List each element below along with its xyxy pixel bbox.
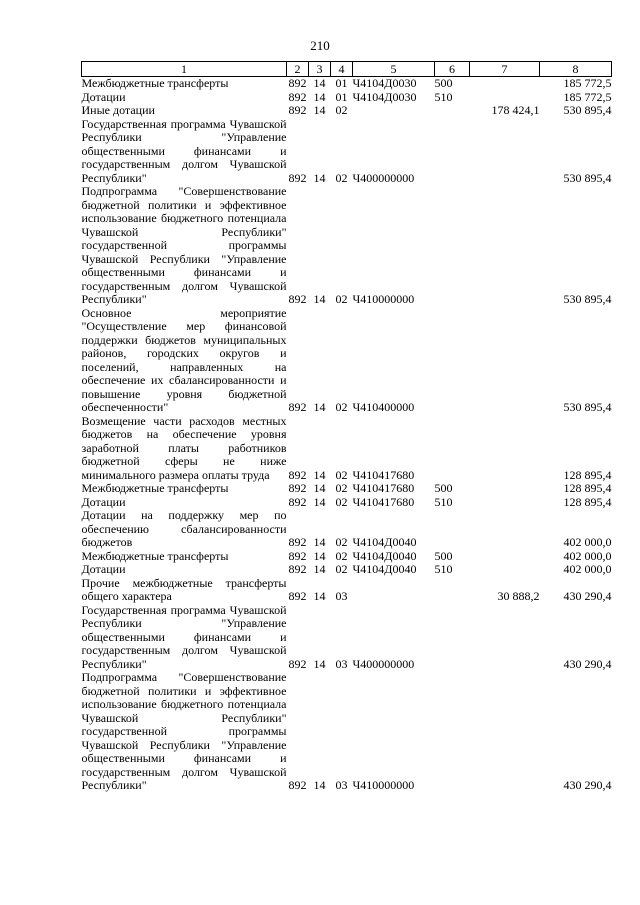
row-code: 892 [288,589,307,603]
header-row [82,62,612,77]
row-value-col7: 178 424,1 [491,103,540,117]
row-section: 14 [313,292,326,306]
row-expense-type [435,509,470,550]
row-value-col7 [470,91,540,105]
row-expense-type: 510 [434,89,453,104]
column-header: 1 [82,62,287,77]
row-value-col8: 530 895,4 [563,170,612,185]
row-subsection: 01 [335,76,348,90]
row-expense-type: 510 [434,494,453,509]
row-value-col7 [470,550,540,564]
row-value-col8: 402 000,0 [563,535,612,549]
row-section: 14 [313,467,326,482]
row-code: 892 [288,170,307,185]
row-value-col8: 430 290,4 [563,656,612,671]
row-code: 892 [288,535,307,549]
row-value-col7 [470,185,540,307]
row-target-article: Ч4104Д0030 [352,89,417,104]
column-header: 7 [470,62,540,77]
row-subsection: 02 [335,467,348,482]
row-section: 14 [313,494,326,509]
row-target-article: Ч410000000 [352,292,415,306]
row-subsection: 03 [335,656,348,671]
row-expense-type: 500 [434,548,453,563]
row-value-col8: 430 290,4 [563,778,612,792]
row-name: Межбюджетные трансферты [81,481,229,495]
row-expense-type [435,118,470,186]
row-subsection: 02 [335,494,348,509]
row-name: Возмещение части расходов местных бюджетов на обеспечение уровня заработной платы работников бюджетной сферы не ниже минимального размера оплаты труда [81,413,287,482]
table-body [82,77,612,793]
row-name: Межбюджетные трансферты [81,548,229,563]
table-row [82,509,612,550]
row-expense-type: 500 [434,481,453,495]
table-row [82,91,612,105]
row-expense-type [435,415,470,483]
row-name: Иные дотации [81,103,155,117]
row-subsection: 03 [335,589,348,603]
row-code: 892 [288,400,307,414]
row-code: 892 [288,76,307,90]
row-target-article: Ч410417680 [352,494,415,509]
row-target-article: Ч4104Д0040 [352,535,417,549]
row-value-col8: 185 772,5 [563,76,612,90]
row-subsection: 02 [335,562,348,576]
table-row [82,550,612,564]
row-expense-type [435,104,470,118]
row-section: 14 [313,76,326,90]
row-value-col7 [470,307,540,415]
row-target-article: Ч410000000 [352,778,415,792]
column-header: 6 [435,62,470,77]
row-code: 892 [288,103,307,117]
row-target-article: Ч4104Д0040 [352,562,417,576]
row-section: 14 [313,535,326,549]
table-row [82,577,612,604]
row-name: Дотации [81,494,126,509]
row-name: Основное мероприятие "Осуществление мер финансовой поддержки бюджетов муниципальных районов, городских округов и поселений, направленных на обеспечение их сбалансированности и повышение уровня бюджетной обеспеченности" [81,305,287,414]
row-target-article [353,577,435,604]
column-header: 3 [309,62,331,77]
row-name: Государственная программа Чувашской Республики "Управление общественными финансами и государственным долгом Чувашской Республики" [81,116,287,185]
row-value-col7 [470,563,540,577]
row-expense-type [435,307,470,415]
row-value-col7 [470,118,540,186]
row-name: Прочие межбюджетные трансферты общего характера [81,575,287,603]
row-value-col7: 30 888,2 [497,589,540,603]
row-subsection: 02 [335,535,348,549]
table-row [82,671,612,793]
row-target-article: Ч400000000 [352,656,415,671]
row-value-col7 [470,496,540,510]
row-name: Межбюджетные трансферты [81,76,229,90]
row-code: 892 [288,494,307,509]
row-subsection: 03 [335,778,348,792]
row-name: Дотации [81,89,126,104]
row-value-col8: 402 000,0 [563,548,612,563]
row-target-article: Ч4104Д0040 [352,548,417,563]
row-section: 14 [313,170,326,185]
row-code: 892 [288,562,307,576]
row-code: 892 [288,467,307,482]
column-header: 5 [353,62,435,77]
column-header: 2 [287,62,309,77]
column-header: 4 [331,62,353,77]
row-value-col8: 430 290,4 [563,589,612,603]
row-section: 14 [313,481,326,495]
row-value-col8: 402 000,0 [563,562,612,576]
row-code: 892 [288,656,307,671]
row-code: 892 [288,481,307,495]
column-header: 8 [540,62,612,77]
row-code: 892 [288,548,307,563]
row-target-article: Ч400000000 [352,170,415,185]
row-name: Дотации на поддержку мер по обеспечению сбалансированности бюджетов [81,508,287,549]
row-name: Дотации [81,562,126,576]
row-value-col7 [470,604,540,672]
row-target-article: Ч410417680 [352,481,415,495]
row-section: 14 [313,103,326,117]
row-name: Подпрограмма "Совершенствование бюджетной политики и эффективное использование бюджетного потенциала Чувашской Республики" государственной программы Чувашской Республики "Управление общественными финансами и государственным долгом Чувашской Республики" [81,670,287,792]
row-expense-type [435,671,470,793]
row-value-col7 [470,509,540,550]
row-code: 892 [288,292,307,306]
row-section: 14 [313,562,326,576]
row-expense-type [435,604,470,672]
table-row [82,415,612,483]
row-expense-type [435,185,470,307]
row-target-article [353,104,435,118]
row-code: 892 [288,89,307,104]
row-value-col8: 530 895,4 [563,103,612,117]
table-row [82,104,612,118]
row-subsection: 02 [335,170,348,185]
row-subsection: 01 [335,89,348,104]
table-row [82,563,612,577]
row-subsection: 02 [335,103,348,117]
row-name: Государственная программа Чувашской Республики "Управление общественными финансами и государственным долгом Чувашской Республики" [81,602,287,671]
row-value-col8: 185 772,5 [563,89,612,104]
row-section: 14 [313,589,326,603]
table-row [82,307,612,415]
row-section: 14 [313,548,326,563]
row-subsection: 02 [335,400,348,414]
table-row [82,604,612,672]
table-row [82,118,612,186]
row-expense-type [435,577,470,604]
row-section: 14 [313,656,326,671]
row-subsection: 02 [335,481,348,495]
row-value-col8: 128 895,4 [563,494,612,509]
row-expense-type: 510 [434,562,453,576]
row-value-col8: 128 895,4 [563,481,612,495]
row-value-col7 [470,77,540,91]
row-value-col7 [470,482,540,496]
page-number: 210 [310,38,330,53]
row-target-article: Ч4104Д0030 [352,76,417,90]
row-name: Подпрограмма "Совершенствование бюджетной политики и эффективное использование бюджетного потенциала Чувашской Республики" государственной программы Чувашской Республики "Управление общественными финансами и государственным долгом Чувашской Республики" [81,184,287,306]
table-row [82,496,612,510]
row-value-col8: 530 895,4 [563,292,612,306]
table-row [82,185,612,307]
row-target-article: Ч410417680 [352,467,415,482]
row-code: 892 [288,778,307,792]
row-subsection: 02 [335,548,348,563]
budget-table [81,61,612,793]
row-expense-type: 500 [434,76,453,90]
row-value-col8: 530 895,4 [563,400,612,414]
row-value-col7 [470,415,540,483]
row-section: 14 [313,400,326,414]
row-section: 14 [313,89,326,104]
table-row [82,77,612,91]
row-section: 14 [313,778,326,792]
table-row [82,482,612,496]
row-value-col7 [470,671,540,793]
row-subsection: 02 [335,292,348,306]
row-target-article: Ч410400000 [352,400,415,414]
row-value-col8: 128 895,4 [563,467,612,482]
